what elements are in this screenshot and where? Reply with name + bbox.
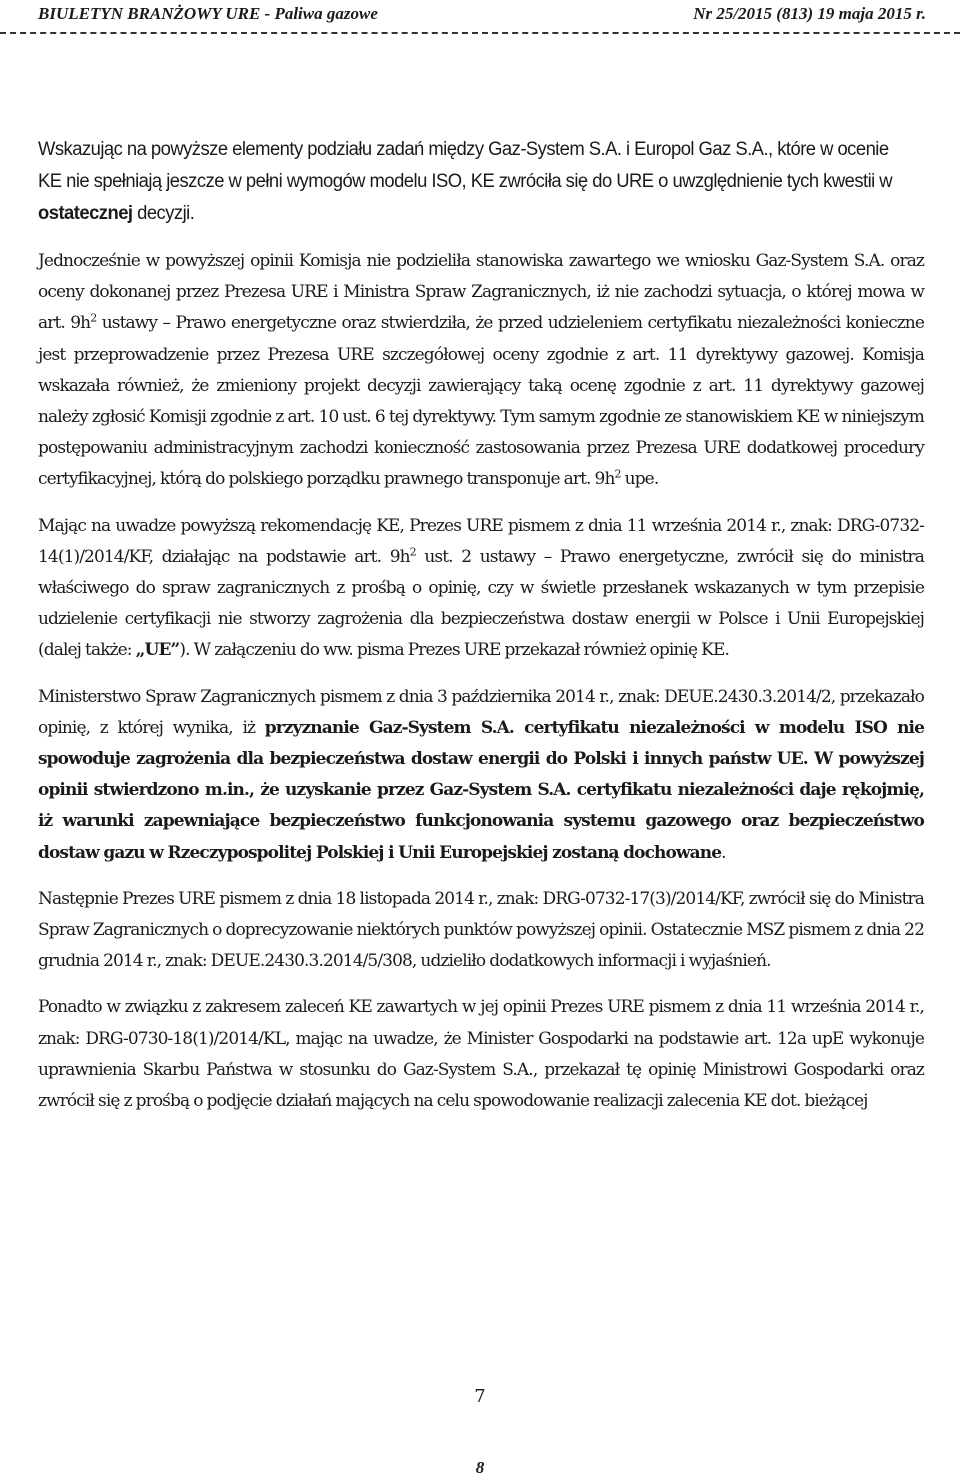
page-number: 7 (474, 1386, 486, 1407)
header-divider (0, 32, 960, 34)
paragraph-commission-opinion: Jednocześnie w powyższej opinii Komisja nie podzieliła stanowiska zawartego we wniosku Gaz-System S.A. oraz oceny dokonanej przez Prezesa URE i Ministra Spraw Zagranicznych, iż nie zachodzi sytuacja, o której mowa w art. $9h^2$ ustawy – Prawo energetyczne oraz stwierdziła, że przed udzieleniem certyfikatu niezależności konieczne jest przeprowadzenie przez Prezesa URE szczegółowej oceny zgodnie z art. 11 dyrektywy gazowej. Komisja wskazała również, że zmieniony projekt decyzji zawierający taką ocenę zgodnie z art. 11 dyrektywy gazowej należy zgłosić Komisji zgodnie z art. 10 ust. 6 tej dyrektywy. Tym samym zgodnie ze stanowiskiem KE w niniejszym postępowaniu administracyjnym zachodzi konieczność zastosowania przez Prezesa URE dodatkowej procedury certyfikacyjnej, którą do polskiego porządku prawnego transponuje art. $9h^2$ upe. (38, 251, 924, 490)
intro-paragraph: Wskazując na powyższe elementy podziału zadań między Gaz-System S.A. i Europol Gaz S.A., które w ocenie KE nie spełniają jeszcze w pełni wymogów modelu ISO, KE zwróciła się do URE o uwzględnienie tych kwestii w ostatecznej decyzji. (38, 139, 893, 224)
document-body (38, 246, 924, 1132)
bulletin-page-number: 8 (475, 1458, 485, 1477)
issue-info: Nr 25/2015 (813) 19 maja 2015 r. (693, 4, 926, 23)
paragraph-ure-letter: Mając na uwadze powyższą rekomendację KE, Prezes URE pismem z dnia 11 września 2014 r., znak: DRG-0732-14(1)/2014/KF, działając na podstawie art. $9h^2$ ust. 2 ustawy – Prawo energetyczne, zwrócił się do ministra właściwego do spraw zagranicznych z prośbą o opinię, czy w świetle przesłanek wskazanych w tym przepisie udzielenie certyfikacji nie stworzy zagrożenia dla bezpieczeństwa dostaw energii w Polsce i Unii Europejskiej (dalej także: „UE”). W załączeniu do ww. pisma Prezes URE przekazał również opinię KE. (38, 515, 924, 661)
bulletin-title: BIULETYN BRANŻOWY URE - Paliwa gazowe (38, 4, 378, 23)
paragraph-msz-opinion: Ministerstwo Spraw Zagranicznych pismem z dnia 3 października 2014 r., znak: DEUE.2430.3.2014/2, przekazało opinię, z której wynika, iż przyznanie Gaz-System S.A. certyfikatu niezależności w modelu ISO nie spowoduje zagrożenia dla bezpieczeństwa dostaw energii do Polski i innych państw UE. W powyższej opinii stwierdzono m.in., że uzyskanie przez Gaz-System S.A. certyfikatu niezależności daje rękojmię, iż warunki zapewniające bezpieczeństwo funkcjonowania systemu gazowego oraz bezpieczeństwo dostaw gazu w Rzeczypospolitej Polskiej i Unii Europejskiej zostaną dochowane. (38, 686, 924, 863)
paragraph-clarification: Następnie Prezes URE pismem z dnia 18 listopada 2014 r., znak: DRG-0732-17(3)/2014/KF, zwrócił się do Ministra Spraw Zagranicznych o doprecyzowanie niektórych punktów powyższej opinii. Ostatecznie MSZ pismem z dnia 22 grudnia 2014 r., znak: DEUE.2430.3.2014/5/308, udzieliło dodatkowych informacji i wyjaśnień. (38, 888, 924, 972)
paragraph-minister-economy: Ponadto w związku z zakresem zaleceń KE zawartych w jej opinii Prezes URE pismem z dnia 11 września 2014 r., znak: DRG-0730-18(1)/2014/KL, mając na uwadze, że Minister Gospodarki na podstawie art. 12a upE wykonuje uprawnienia Skarbu Państwa w stosunku do Gaz-System S.A., przekazał tę opinię Ministrowi Gospodarki oraz zwrócił się z prośbą o podjęcie działań mających na celu spowodowanie realizacji zalecenia KE dot. bieżącej (38, 997, 924, 1112)
bulletin-header (38, 0, 926, 28)
